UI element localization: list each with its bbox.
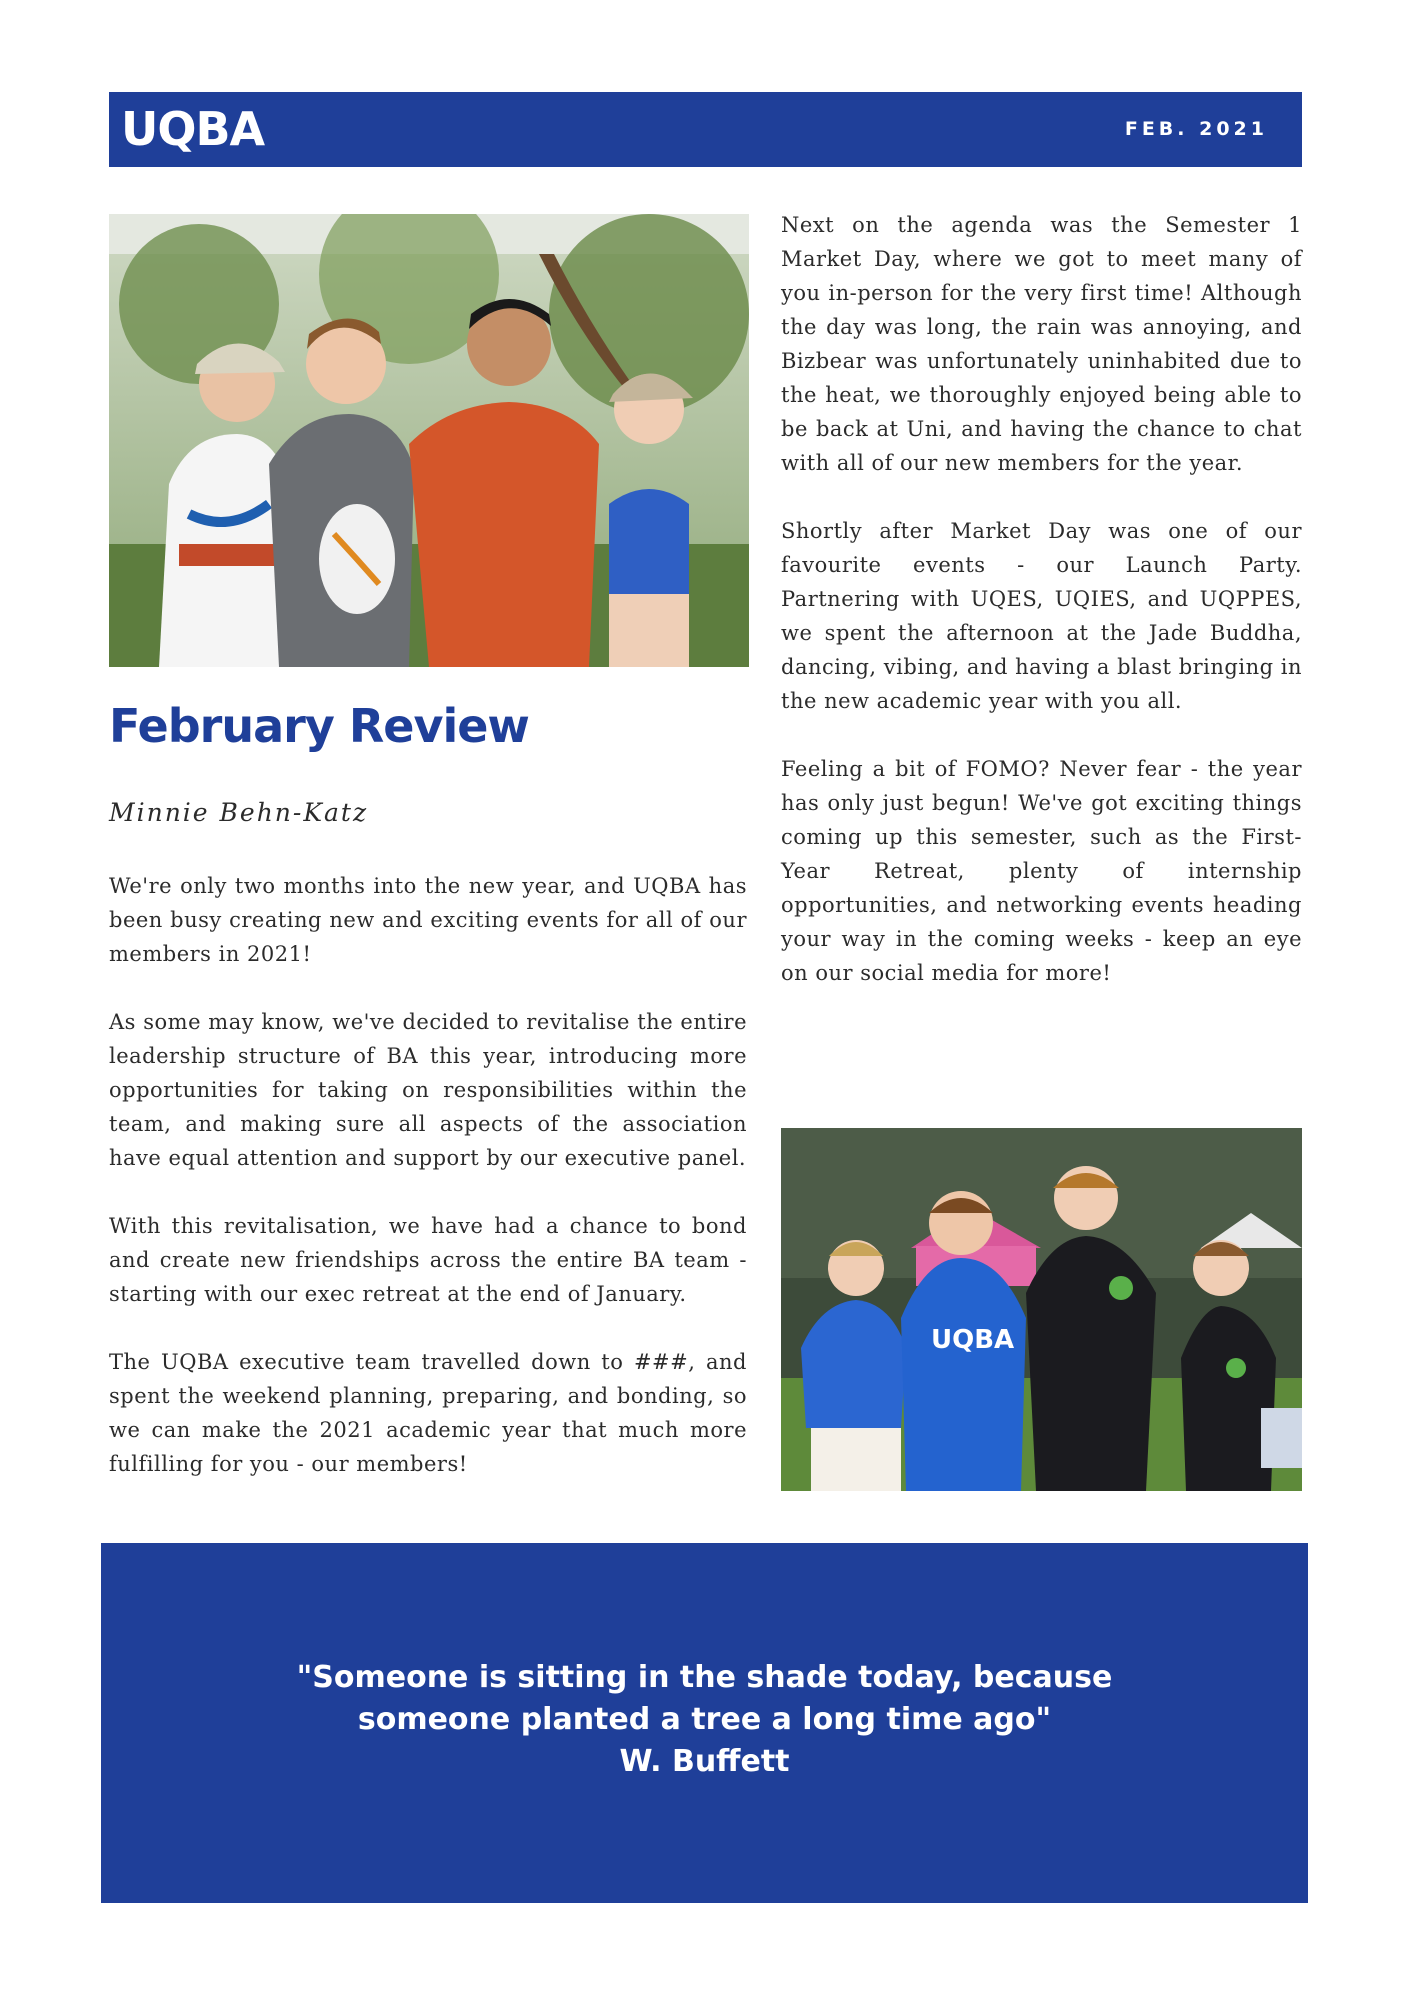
quote-line: someone planted a tree a long time ago" (357, 1702, 1052, 1737)
article-paragraph: We're only two months into the new year, and UQBA has been busy creating new and exciting events for all of our members in 2021! (109, 874, 747, 966)
issue-date: FEB. 2021 (1124, 118, 1268, 140)
article-column-left (109, 869, 747, 1515)
article-title: February Review (109, 699, 529, 753)
quote-attribution: W. Buffett (619, 1744, 790, 1779)
team-group-photo (109, 214, 749, 667)
article-paragraph: With this revitalisation, we have had a chance to bond and create new friendships across the entire BA team - starting with our exec retreat at the end of January. (109, 1214, 747, 1306)
svg-text:UQBA: UQBA (931, 1325, 1015, 1355)
header-banner (109, 92, 1302, 167)
article-author: Minnie Behn-Katz (109, 798, 369, 827)
article-paragraph: Next on the agenda was the Semester 1 Market Day, where we got to meet many of you in-person for the very first time! Although the day was long, the rain was annoying, and Bizbear was unfortunately uninhabited due to the heat, we thoroughly enjoyed being able to be back at Uni, and having the chance to chat with all of our new members for the year. (781, 213, 1302, 475)
market-day-photo (781, 1128, 1302, 1491)
article-paragraph: Shortly after Market Day was one of our favourite events - our Launch Party. Partnering with UQES, UQIES, and UQPPES, we spent the afternoon at the Jade Buddha, dancing, vibing, and having a blast bringing in the new academic year with you all. (781, 519, 1302, 713)
article-paragraph: The UQBA executive team travelled down to ###, and spent the weekend planning, preparing, and bonding, so we can make the 2021 academic year that much more fulfilling for you - our members! (109, 1350, 747, 1476)
quote-line: "Someone is sitting in the shade today, because (296, 1660, 1113, 1695)
quote-text (101, 1657, 1308, 1783)
uqba-logo: UQBA (121, 102, 265, 156)
quote-banner (101, 1543, 1308, 1903)
article-paragraph: As some may know, we've decided to revitalise the entire leadership structure of BA this year, introducing more opportunities for taking on responsibilities within the team, and making sure all aspects of the association have equal attention and support by our executive panel. (109, 1010, 747, 1170)
article-column-right (781, 208, 1302, 1024)
article-paragraph: Feeling a bit of FOMO? Never fear - the year has only just begun! We've got exciting things coming up this semester, such as the First-Year Retreat, plenty of internship opportunities, and networking events heading your way in the coming weeks - keep an eye on our social media for more! (781, 757, 1302, 985)
